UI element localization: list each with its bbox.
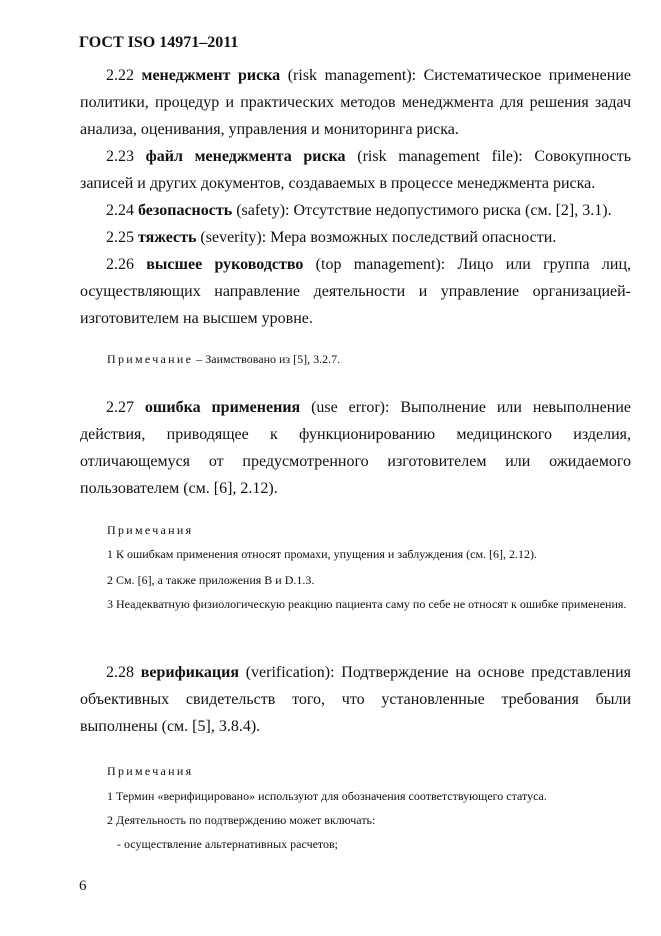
term: файл менеджмента риска [145, 148, 346, 165]
document-header: ГОСТ ISO 14971–2011 [79, 34, 239, 51]
definition-2-22 [80, 62, 631, 143]
note-item: 3 Неадекватную физиологическую реакцию пациента саму по себе не относят к ошибке применения. [107, 597, 627, 611]
definition-2-24 [80, 197, 631, 224]
notes-2-27-label: Примечания [107, 523, 194, 537]
definition-2-25 [80, 224, 631, 251]
clause-number: 2.22 [106, 67, 134, 84]
definition-2-26 [80, 251, 631, 332]
clause-number: 2.25 [106, 229, 134, 246]
term: безопасность [138, 202, 233, 219]
clause-number: 2.24 [106, 202, 134, 219]
term: менеджмент риска [141, 67, 281, 84]
definition-2-23 [80, 143, 631, 197]
notes-2-28-label: Примечания [107, 764, 194, 778]
note-item: 1 Термин «верифицировано» используют для обозначения соответствующего статуса. [107, 789, 547, 803]
definition-text: (risk management): Систематическое применение политики, процедур и практических методов менеджмента для решения задач анализа, оценивания, управления и мониторинга риска. [80, 67, 632, 138]
definition-text: (use error): Выполнение или невыполнение действия, приводящее к функционированию медицинского изделия, отличающемуся от предусмотренного изготовителем или ожидаемого пользователем (см. [6], 2.12). [80, 399, 632, 497]
note-text: – Заимствовано из [5], 3.2.7. [193, 352, 341, 366]
note-item: - осуществление альтернативных расчетов; [117, 837, 339, 851]
definition-2-27 [80, 394, 631, 502]
term: ошибка применения [144, 399, 301, 416]
note-item: 2 Деятельность по подтверждению может включать: [107, 813, 376, 827]
definition-text: (severity): Мера возможных последствий опасности. [196, 229, 557, 246]
note-2-26 [107, 352, 340, 367]
term: верификация [140, 664, 239, 681]
clause-number: 2.23 [106, 148, 134, 165]
note-item: 2 См. [6], а также приложения B и D.1.3. [107, 573, 315, 587]
definition-text: (top management): Лицо или группа лиц, осуществляющих направление деятельности и управление организацией-изготовителем на высшем уровне. [80, 256, 632, 327]
page-number: 6 [79, 878, 87, 894]
definition-2-28 [80, 659, 631, 740]
note-label: Примечание [107, 352, 194, 366]
clause-number: 2.27 [106, 399, 134, 416]
clause-number: 2.26 [106, 256, 134, 273]
definition-text: (verification): Подтверждение на основе представления объективных свидетельств того, что установленные требования были выполнены (см. [5], 3.8.4). [80, 664, 632, 735]
definition-text: (safety): Отсутствие недопустимого риска (см. [2], 3.1). [232, 202, 612, 219]
clause-number: 2.28 [106, 664, 134, 681]
note-item: 1 К ошибкам применения относят промахи, упущения и заблуждения (см. [6], 2.12). [107, 547, 538, 561]
term: тяжесть [138, 229, 197, 246]
term: высшее руководство [146, 256, 304, 273]
definition-text: (risk management file): Совокупность записей и других документов, создаваемых в процессе менеджмента риска. [80, 148, 631, 192]
